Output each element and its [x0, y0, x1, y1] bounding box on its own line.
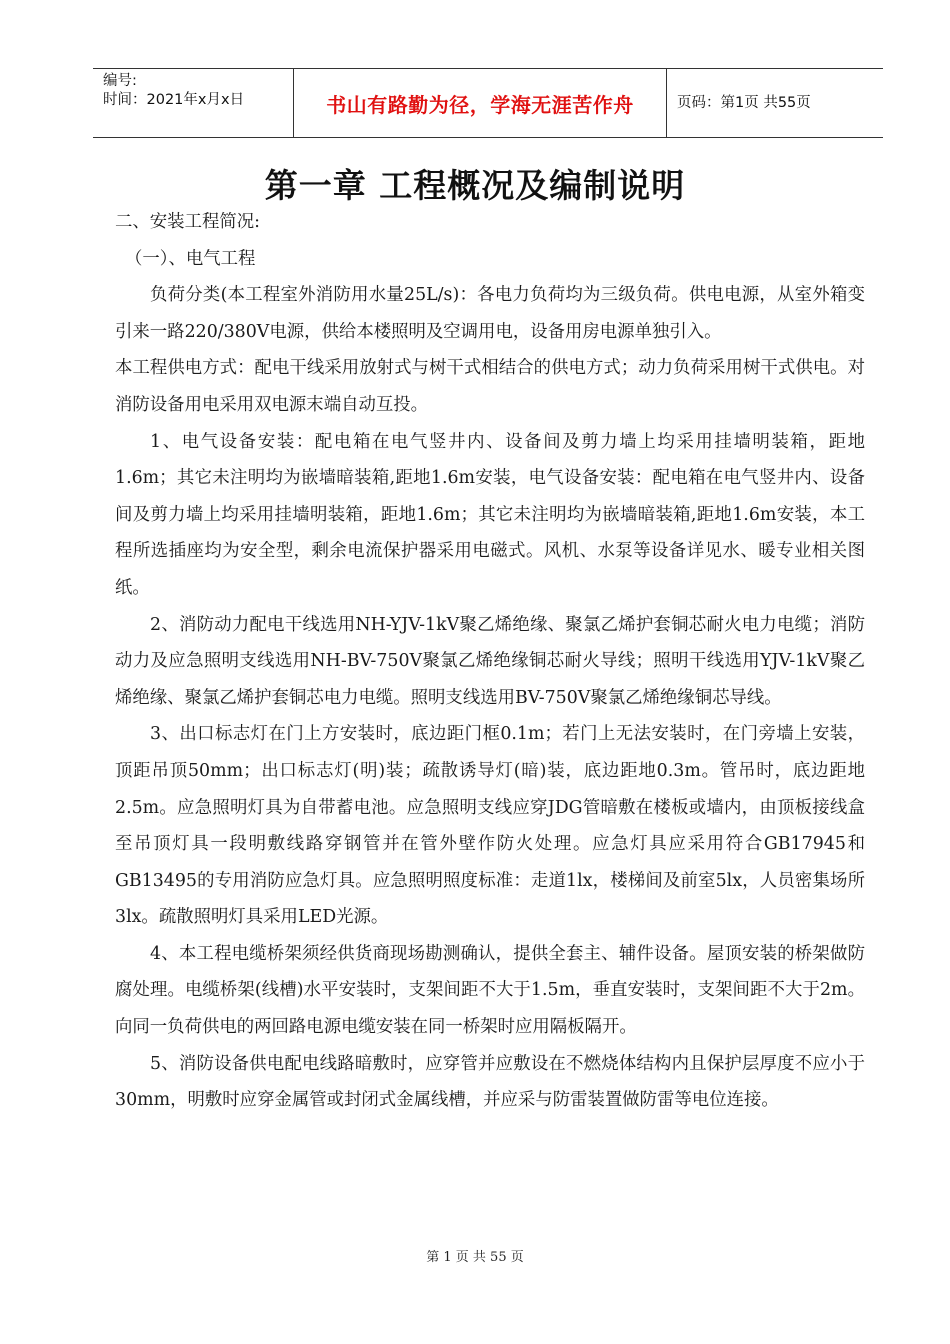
paragraph: 负荷分类(本工程室外消防用水量25L/s)：各电力负荷均为三级负荷。供电电源，从室外箱变引来一路220/380V电源，供给本楼照明及空调用电，设备用房电源单独引入。: [115, 285, 865, 342]
header-motto-cell: [294, 69, 667, 137]
page-footer: 第 1 页 共 55 页: [426, 1250, 524, 1265]
paragraph: 5、消防设备供电配电线路暗敷时，应穿管并应敷设在不燃烧体结构内且保护层厚度不应小于30mm，明敷时应穿金属管或封闭式金属线槽，并应采与防雷装置做防雷等电位连接。: [115, 1053, 865, 1111]
header-page-cell: [667, 69, 883, 137]
paragraph: 4、本工程电缆桥架须经供货商现场勘测确认，提供全套主、辅件设备。屋顶安装的桥架做防腐处理。电缆桥架(线槽)水平安装时，支架间距不大于1.5m，垂直安装时，支架间距不大于2m。向同一负荷供电的两回路电源电缆安装在同一桥架时应用隔板隔开。: [115, 943, 865, 1038]
document-header: [93, 68, 883, 138]
paragraph: 2、消防动力配电干线选用NH-YJV-1kV聚乙烯绝缘、聚氯乙烯护套铜芯耐火电力电缆；消防动力及应急照明支线选用NH-BV-750V聚氯乙烯绝缘铜芯耐火导线；照明干线选用YJV-1kV聚乙烯绝缘、聚氯乙烯护套铜芯电力电缆。照明支线选用BV-750V聚氯乙烯绝缘铜芯导线。: [115, 614, 865, 708]
document-time-label: 时间：2021年x月x日: [103, 92, 245, 108]
paragraph: 1、电气设备安装：配电箱在电气竖井内、设备间及剪力墙上均采用挂墙明装箱，距地1.6m；其它未注明均为嵌墙暗装箱,距地1.6m安装，电气设备安装：配电箱在电气竖井内、设备间及剪力墙上均采用挂墙明装箱，距地1.6m；其它未注明均为嵌墙暗装箱,距地1.6m安装，本工程所选插座均为安全型，剩余电流保护器采用电磁式。风机、水泵等设备详见水、暖专业相关图纸。: [115, 431, 865, 598]
header-motto: 书山有路勤为径，学海无涯苦作舟: [326, 92, 634, 117]
document-body: [115, 204, 865, 1119]
header-page-info: 页码：第1页 共55页: [677, 94, 811, 111]
header-meta-cell: [93, 69, 294, 137]
paragraph: 3、出口标志灯在门上方安装时，底边距门框0.1m；若门上无法安装时，在门旁墙上安装，顶距吊顶50mm；出口标志灯(明)装；疏散诱导灯(暗)装，底边距地0.3m。管吊时，底边距地2.5m。应急照明灯具为自带蓄电池。应急照明支线应穿JDG管暗敷在楼板或墙内，由顶板接线盒至吊顶灯具一段明敷线路穿钢管并在管外壁作防火处理。应急灯具应采用符合GB17945和GB13495的专用消防应急灯具。应急照明照度标准：走道1lx，楼梯间及前室5lx，人员密集场所3lx。疏散照明灯具采用LED光源。: [115, 724, 865, 928]
document-number-label: 编号:: [103, 73, 137, 89]
subsection-heading: （一）、电气工程: [125, 248, 256, 269]
chapter-title: 第一章 工程概况及编制说明: [264, 166, 686, 205]
section-heading: 二、安装工程简况:: [115, 212, 260, 232]
paragraph: 本工程供电方式：配电干线采用放射式与树干式相结合的供电方式；动力负荷采用树干式供电。对消防设备用电采用双电源末端自动互投。: [115, 358, 865, 415]
